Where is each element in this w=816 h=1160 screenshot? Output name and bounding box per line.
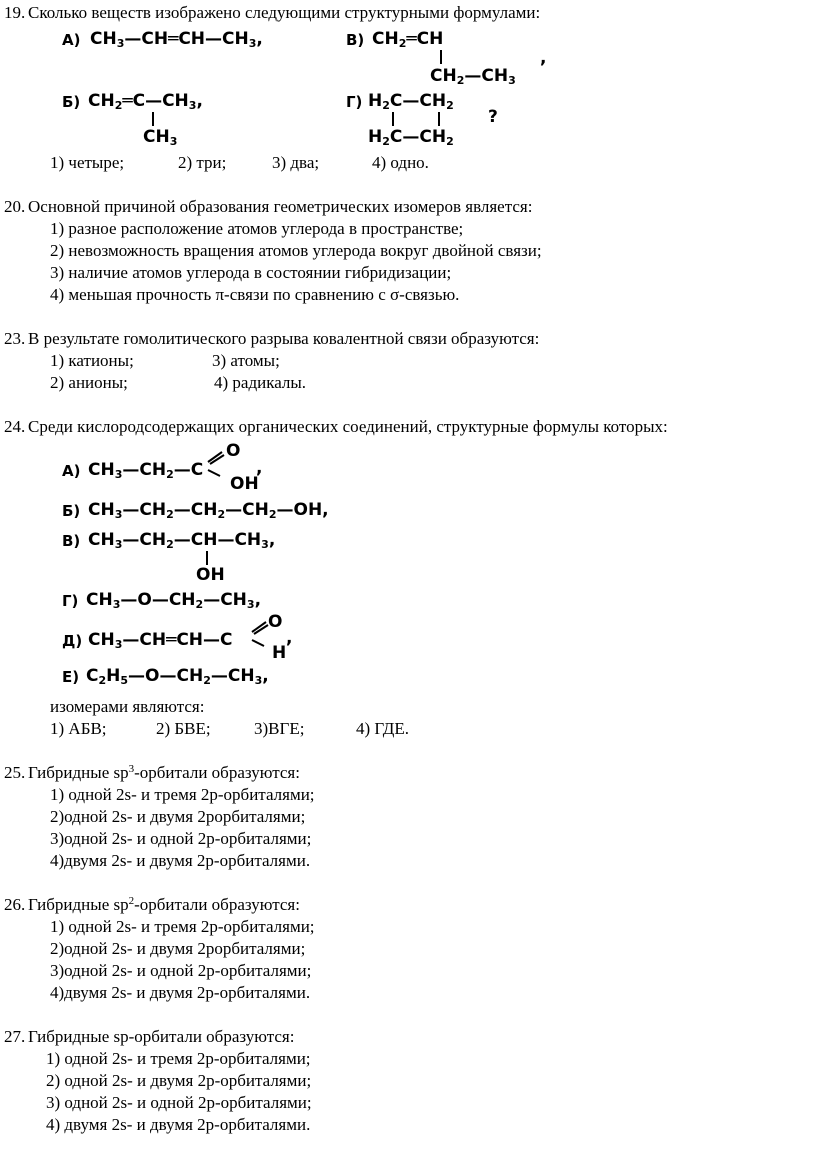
question-number: 20. bbox=[4, 197, 26, 216]
formula-label: В) bbox=[62, 532, 81, 550]
question-text: Сколько веществ изображено следующими структурными формулами: bbox=[28, 3, 541, 22]
formula-d-oxygen: O bbox=[268, 612, 283, 632]
bond-line bbox=[438, 112, 440, 126]
option: 4) одно. bbox=[372, 153, 429, 172]
option: 2) БВЕ; bbox=[156, 719, 211, 738]
option: 2) одной 2s- и двумя 2р-орбиталями; bbox=[46, 1071, 312, 1090]
formula-g-bottom: $H_2C—CH_2$ bbox=[368, 127, 454, 148]
bond-line bbox=[440, 50, 442, 64]
formula-label: Г) bbox=[346, 93, 363, 111]
question-text: Гибридные $sp^3$-орбитали образуются: bbox=[28, 763, 300, 782]
formula-e: $C_2H_5—O—CH_2—CH_3$, bbox=[86, 666, 269, 687]
option: 4)двумя 2s- и двумя 2р-орбиталями. bbox=[50, 851, 311, 870]
option: 4) радикалы. bbox=[214, 373, 307, 392]
question-text: Гибридные sp-орбитали образуются: bbox=[28, 1027, 295, 1046]
question-number: 26. bbox=[4, 895, 26, 914]
question-number: 24. bbox=[4, 417, 26, 436]
option: 4)двумя 2s- и двумя 2р-орбиталями. bbox=[50, 983, 311, 1002]
option: 3) атомы; bbox=[212, 351, 280, 370]
bond-lines bbox=[208, 452, 228, 476]
option: 1) четыре; bbox=[50, 153, 125, 172]
option: 3) наличие атомов углерода в состоянии гибридизации; bbox=[50, 263, 452, 282]
question-text: В результате гомолитического разрыва ковалентной связи образуются: bbox=[28, 329, 540, 348]
formula-a-oxygen: O bbox=[226, 441, 241, 461]
option: 1) разное расположение атомов углерода в пространстве; bbox=[50, 219, 464, 238]
bond-line bbox=[152, 112, 154, 126]
option: 3) одной 2s- и одной 2р-орбиталями; bbox=[46, 1093, 312, 1112]
formula-v-top: $CH_2═CH$ bbox=[372, 29, 444, 50]
formula-label: Е) bbox=[62, 668, 80, 686]
option: 2)одной 2s- и двумя 2рорбиталями; bbox=[50, 807, 306, 826]
formula-comma: , bbox=[256, 458, 263, 478]
question-number: 25. bbox=[4, 763, 26, 782]
option: 1) катионы; bbox=[50, 351, 134, 370]
question-tail-text: изомерами являются: bbox=[50, 697, 205, 716]
option: 2) анионы; bbox=[50, 373, 128, 392]
formula-label: Д) bbox=[62, 632, 83, 650]
option: 3) два; bbox=[272, 153, 320, 172]
formula-label: В) bbox=[346, 31, 365, 49]
option: 1) одной 2s- и тремя 2р-орбиталями; bbox=[46, 1049, 311, 1068]
option: 3)одной 2s- и одной 2р-орбиталями; bbox=[50, 829, 312, 848]
question-number: 23. bbox=[4, 329, 26, 348]
option: 1) одной 2s- и тремя 2р-орбиталями; bbox=[50, 785, 315, 804]
formula-question-mark: ? bbox=[488, 107, 498, 127]
formula-b-substituent: $CH_3$ bbox=[143, 127, 178, 148]
question-text: Основной причиной образования геометрических изомеров является: bbox=[28, 197, 533, 216]
formula-a: $CH_3—CH═CH—CH_3$, bbox=[90, 29, 263, 50]
option: 4) меньшая прочность π-связи по сравнению с σ-связью. bbox=[50, 285, 460, 304]
question-text: Гибридные $sp^2$-орбитали образуются: bbox=[28, 895, 300, 914]
question-text: Среди кислородсодержащих органических соединений, структурные формулы которых: bbox=[28, 417, 668, 436]
option: 1) АБВ; bbox=[50, 719, 107, 738]
bond-line bbox=[392, 112, 394, 126]
formula-v-bottom: $CH_2—CH_3$ bbox=[430, 66, 516, 87]
formula-label: Б) bbox=[62, 93, 81, 111]
formula-b: $CH_2═C—CH_3$, bbox=[88, 91, 203, 112]
formula-label: А) bbox=[62, 31, 81, 49]
formula-g: $CH_3—O—CH_2—CH_3$, bbox=[86, 590, 262, 611]
formula-d: $CH_3—CH═CH—C$ bbox=[88, 630, 233, 651]
formula-g-top: $H_2C—CH_2$ bbox=[368, 91, 454, 112]
formula-b: $CH_3—CH_2—CH_2—CH_2—OH$, bbox=[88, 500, 329, 521]
formula-comma: , bbox=[286, 628, 293, 648]
bond-line bbox=[206, 551, 208, 565]
formula-label: А) bbox=[62, 462, 81, 480]
formula-d-hydrogen: H bbox=[272, 643, 287, 663]
formula-label: Г) bbox=[62, 592, 79, 610]
formula-a-hydroxyl: OH bbox=[230, 474, 259, 494]
option: 1) одной 2s- и тремя 2р-орбиталями; bbox=[50, 917, 315, 936]
question-number: 27. bbox=[4, 1027, 26, 1046]
formula-a: $CH_3—CH_2—C$ bbox=[88, 460, 204, 481]
option: 2) три; bbox=[178, 153, 227, 172]
option: 3)ВГЕ; bbox=[254, 719, 305, 738]
formula-v-hydroxyl: OH bbox=[196, 565, 225, 585]
option: 2) невозможность вращения атомов углерода вокруг двойной связи; bbox=[50, 241, 542, 260]
option: 4) ГДЕ. bbox=[356, 719, 409, 738]
option: 4) двумя 2s- и двумя 2р-орбиталями. bbox=[46, 1115, 311, 1134]
question-number: 19. bbox=[4, 3, 26, 22]
option: 3)одной 2s- и одной 2р-орбиталями; bbox=[50, 961, 312, 980]
formula-comma: , bbox=[540, 48, 547, 68]
formula-label: Б) bbox=[62, 502, 81, 520]
formula-v: $CH_3—CH_2—CH—CH_3$, bbox=[88, 530, 276, 551]
option: 2)одной 2s- и двумя 2рорбиталями; bbox=[50, 939, 306, 958]
